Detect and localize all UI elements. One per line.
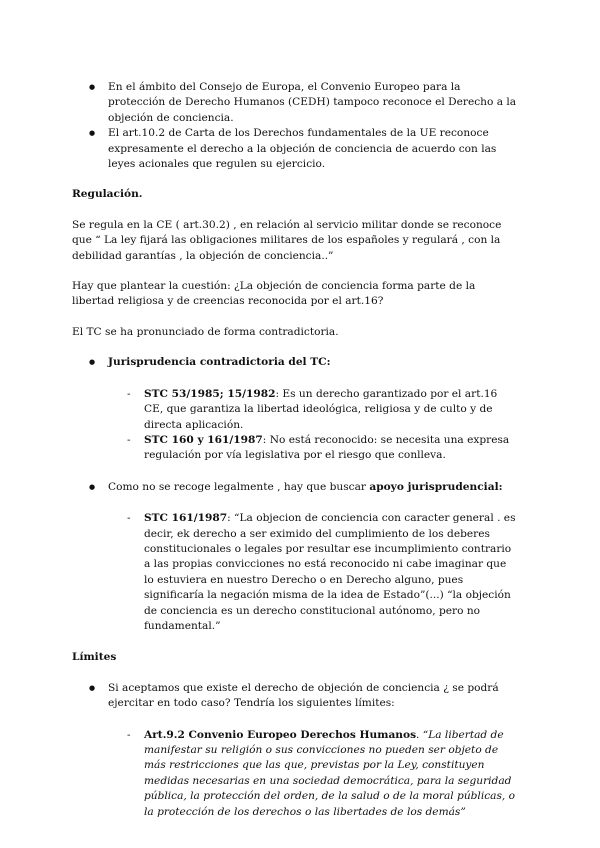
list-item xyxy=(72,126,518,172)
citation-text: : Es un derecho garantizado por el art.16 CE, que garantiza la libertad ideológica, religiosa y de culto y de directa aplicación. xyxy=(144,387,498,431)
section-heading-limites: Límites xyxy=(72,651,117,664)
bullet-label: Jurisprudencia contradictoria del TC: xyxy=(108,356,331,369)
citation-text: : “La objecion de conciencia con caracter general . es decir, ek derecho a ser eximido del cumplimiento de los deberes constitucionales o legales por resultar ese incumplimiento contrario a las propias convicciones no está reconocido ni cabe imaginar que lo estuviera en nuestro Derecho o en Derecho alguno, pues significaría la negación misma de la idea de Estado”(...) “la objeción de conciencia es un derecho constitucional autónomo, pero no fundamental.” xyxy=(144,512,516,632)
limites-bullet xyxy=(72,681,518,712)
jurisprudence-bullet xyxy=(72,355,518,370)
list-item xyxy=(72,355,518,370)
bullet-text: El art.10.2 de Carta de los Derechos fundamentales de la UE reconoce expresamente el derecho a la objeción de conciencia de acuerdo con las leyes acionales que regulen su ejercicio. xyxy=(108,127,497,171)
section-heading-regulacion: Regulación. xyxy=(72,188,143,201)
citation-separator: . xyxy=(416,728,423,741)
list-item xyxy=(108,387,518,433)
paragraph: Hay que plantear la cuestión: ¿La objeción de conciencia forma parte de la libertad religiosa y de creencias reconocida por el art.16? xyxy=(72,280,476,308)
bullet-text: Como no se recoge legalmente , hay que buscar xyxy=(108,480,370,493)
citation: STC 160 y 161/1987 xyxy=(144,433,263,446)
limites-list xyxy=(72,728,518,820)
citation: STC 53/1985; 15/1982 xyxy=(144,387,276,400)
bullet-text: Si aceptamos que existe el derecho de objeción de conciencia ¿ se podrá ejercitar en todo caso? Tendría los siguientes límites: xyxy=(108,681,499,710)
citation: Art.9.2 Convenio Europeo Derechos Humanos xyxy=(144,728,417,741)
jurisprudence-list xyxy=(72,387,518,464)
list-item xyxy=(108,511,518,634)
intro-bullet-list xyxy=(72,80,518,172)
list-item xyxy=(108,433,518,464)
list-item xyxy=(72,681,518,712)
list-item xyxy=(108,728,518,820)
bullet-emphasis: apoyo jurisprudencial: xyxy=(369,480,503,493)
list-item xyxy=(72,80,518,126)
citation: STC 161/1987 xyxy=(144,512,228,525)
apoyo-list xyxy=(72,511,518,634)
paragraph: El TC se ha pronunciado de forma contradictoria. xyxy=(72,325,339,338)
apoyo-bullet xyxy=(72,480,518,495)
quote-text: “La libertad de manifestar su religión o sus convicciones no pueden ser objeto de más restricciones que las que, previstas por la Ley, constituyen medidas necesarias en una sociedad democrática, para la seguridad pública, la protección del orden, de la salud o de la moral públicas, o la protección de los derechos o las libertades de los demás” xyxy=(144,728,516,818)
citation-text: : No está reconocido: se necesita una expresa regulación por vía legislativa por el riesgo que conlleva. xyxy=(144,433,510,462)
bullet-text: En el ámbito del Consejo de Europa, el Convenio Europeo para la protección de Derecho Humanos (CEDH) tampoco reconoce el Derecho a la objeción de conciencia. xyxy=(108,81,517,124)
list-item xyxy=(72,480,518,495)
paragraph: Se regula en la CE ( art.30.2) , en relación al servicio militar donde se reconoce que “ La ley fijará las obligaciones militares de los españoles y regulará , con la debilidad garantías , la objeción de conciencia..” xyxy=(72,218,502,262)
